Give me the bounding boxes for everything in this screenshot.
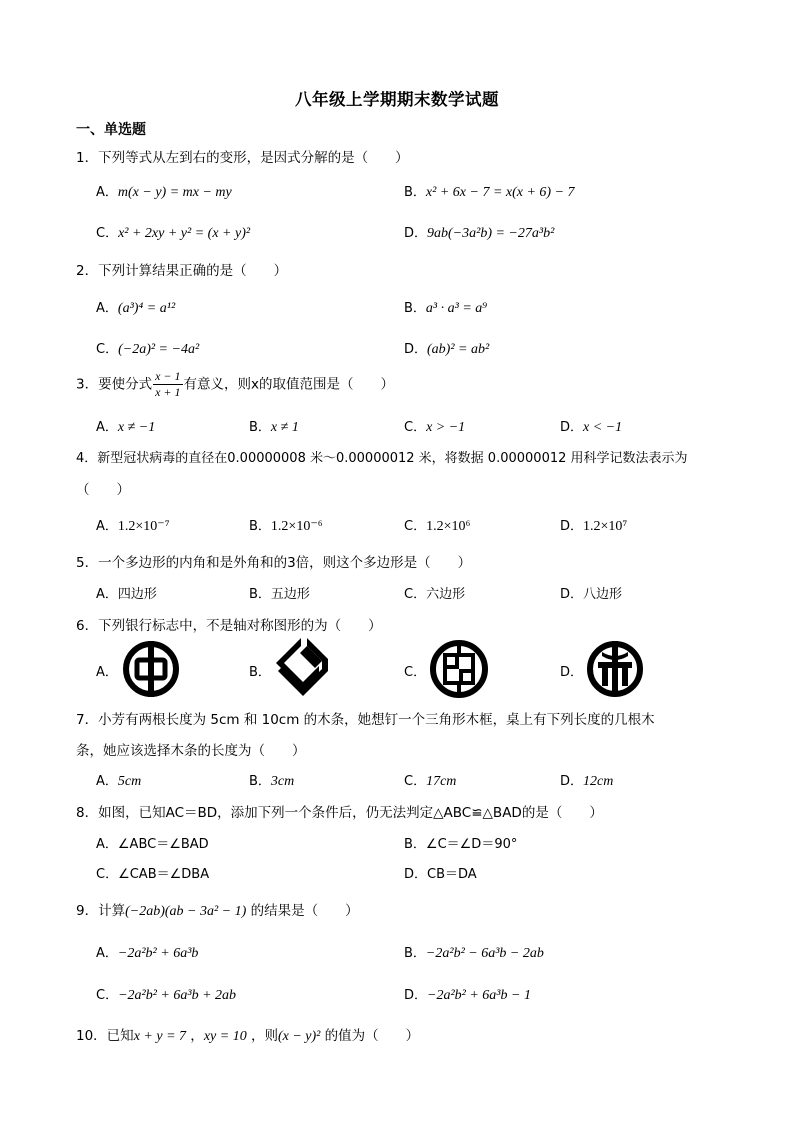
q1-option-b-label: B． — [404, 185, 426, 200]
q7-option-d — [560, 770, 613, 790]
q9-option-c — [96, 984, 236, 1004]
q7-option-c — [404, 770, 456, 790]
q1-option-c — [96, 222, 250, 242]
q2-option-a-label: A． — [96, 301, 118, 316]
q6-option-a-label: A． — [96, 665, 118, 680]
q5-option-b: B．五边形 — [249, 587, 310, 602]
q4-option-b-label: B． — [249, 519, 271, 534]
q9-option-a — [96, 942, 198, 962]
q10-stem — [76, 1024, 419, 1045]
q1-option-d — [404, 222, 554, 242]
q3-option-a — [96, 416, 155, 436]
q10-stem-mid2: ，则 — [246, 1028, 278, 1044]
q3-option-a-label: A． — [96, 420, 118, 435]
q7-option-b-label: B． — [249, 774, 271, 789]
q3-option-c — [404, 416, 465, 436]
q9-option-d-label: D． — [404, 988, 428, 1003]
q6-option-d-label: D． — [560, 665, 584, 680]
q1-option-b-math: x² + 6x − 7 = x(x + 6) − 7 — [425, 185, 575, 200]
q9-option-a-label: A． — [96, 946, 118, 961]
q9-option-b — [404, 942, 544, 962]
q3-fraction-numerator: x − 1 — [155, 369, 181, 383]
q4-option-d-label: D． — [560, 519, 584, 534]
q9-stem-post: 的结果是（ ） — [246, 903, 359, 919]
q4-option-d-math: 1.2×10⁷ — [583, 519, 628, 534]
q2-option-b-label: B． — [404, 301, 426, 316]
q2-stem: 2．下列计算结果正确的是（ ） — [76, 263, 288, 279]
page-title: 八年级上学期期末数学试题 — [295, 90, 499, 109]
q7-option-a — [96, 770, 141, 790]
q10-stem-post: 的值为（ ） — [320, 1028, 420, 1044]
q1-stem: 1．下列等式从左到右的变形，是因式分解的是（ ） — [76, 150, 409, 166]
q5-option-d: D．八边形 — [560, 587, 623, 602]
q9-option-d-math: −2a²b² + 6a³b − 1 — [427, 988, 531, 1003]
q7-stem-line1: 7．小芳有两根长度为 5cm 和 10cm 的木条，她想钉一个三角形木框，桌上有下列长度的几根木 — [76, 712, 655, 728]
q3-option-c-label: C． — [404, 420, 427, 435]
q4-stem-line2: （ ） — [76, 482, 130, 498]
q9-option-b-label: B． — [404, 946, 426, 961]
q3-option-b-math: x ≠ 1 — [270, 420, 299, 435]
q8-stem: 8．如图，已知AC＝BD，添加下列一个条件后，仍无法判定△ABC≌△BAD的是（ ） — [76, 805, 603, 821]
q2-option-b-math: a³ · a³ = a⁹ — [425, 301, 488, 316]
q4-option-a — [96, 515, 170, 535]
icbc-logo-icon — [428, 638, 490, 700]
section-heading: 一、单选题 — [76, 122, 146, 138]
q9-stem-pre: 9．计算 — [76, 903, 126, 919]
q1-option-a — [96, 181, 232, 201]
q3-stem-pre: 3．要使分式 — [76, 376, 153, 393]
q7-option-c-label: C． — [404, 774, 427, 789]
q4-option-d — [560, 515, 627, 535]
agricultural-bank-logo-icon — [584, 638, 646, 700]
q2-option-b — [404, 297, 487, 317]
q3-option-d-math: x < −1 — [583, 420, 623, 435]
q2-option-d-label: D． — [404, 342, 428, 357]
q10-math-sum: x + y = 7 — [133, 1029, 187, 1044]
q4-option-c-label: C． — [404, 519, 427, 534]
q4-option-c-math: 1.2×10⁶ — [426, 519, 471, 534]
q4-stem-line1: 4．新型冠状病毒的直径在0.00000008 米～0.00000012 米，将数据 0.00000012 用科学记数法表示为 — [76, 451, 688, 466]
q1-option-a-label: A． — [96, 185, 118, 200]
q8-option-a: A．∠ABC＝∠BAD — [96, 837, 209, 852]
q1-option-b — [404, 181, 575, 201]
q9-option-c-label: C． — [96, 988, 119, 1003]
q3-stem — [76, 369, 394, 400]
q9-option-a-math: −2a²b² + 6a³b — [117, 946, 199, 961]
q3-option-b-label: B． — [249, 420, 271, 435]
q2-option-c — [96, 338, 199, 358]
q3-option-d-label: D． — [560, 420, 584, 435]
q2-option-c-label: C． — [96, 342, 119, 357]
q1-option-d-math: 9ab(−3a²b) = −27a³b² — [427, 226, 555, 241]
q6-option-c-label: C． — [404, 665, 427, 680]
q1-option-c-label: C． — [96, 226, 119, 241]
q5-option-a: A．四边形 — [96, 587, 157, 602]
q2-option-a-math: (a³)⁴ = a¹² — [117, 301, 176, 316]
q3-fraction-denominator: x + 1 — [155, 385, 181, 399]
q4-option-b — [249, 515, 323, 535]
q6-stem: 6．下列银行标志中，不是轴对称图形的为（ ） — [76, 618, 382, 634]
q3-option-d — [560, 416, 622, 436]
q3-stem-post: 有意义，则x的取值范围是（ ） — [183, 376, 395, 393]
q5-option-c: C．六边形 — [404, 587, 466, 602]
q2-option-d-math: (ab)² = ab² — [427, 342, 490, 357]
q4-option-a-label: A． — [96, 519, 118, 534]
q6-option-b-label: B． — [249, 665, 271, 680]
q10-stem-mid: ， — [186, 1028, 204, 1044]
q10-math-product: xy = 10 — [203, 1029, 247, 1044]
q7-option-d-math: 12cm — [583, 774, 614, 789]
q10-math-square: (x − y)² — [277, 1029, 321, 1044]
q3-fraction — [153, 369, 182, 400]
q7-option-a-math: 5cm — [117, 774, 142, 789]
q3-option-c-math: x > −1 — [426, 420, 466, 435]
q4-option-a-math: 1.2×10⁻⁷ — [117, 519, 170, 534]
q3-option-b — [249, 416, 299, 436]
q2-option-d — [404, 338, 489, 358]
q2-option-a — [96, 297, 175, 317]
q9-option-c-math: −2a²b² + 6a³b + 2ab — [118, 988, 237, 1003]
q8-option-c: C．∠CAB＝∠DBA — [96, 867, 210, 882]
q7-option-b-math: 3cm — [270, 774, 295, 789]
q9-stem — [76, 899, 359, 920]
q1-option-d-label: D． — [404, 226, 428, 241]
q9-option-b-math: −2a²b² − 6a³b − 2ab — [425, 946, 544, 961]
q1-option-c-math: x² + 2xy + y² = (x + y)² — [118, 226, 251, 241]
q8-option-d: D．CB＝DA — [404, 867, 477, 882]
q9-stem-math: (−2ab)(ab − 3a² − 1) — [125, 904, 247, 919]
bank-of-china-logo-icon — [120, 638, 182, 700]
q7-stem-line2: 条，她应该选择木条的长度为（ ） — [76, 743, 306, 759]
q7-option-a-label: A． — [96, 774, 118, 789]
q7-option-c-math: 17cm — [426, 774, 457, 789]
q2-option-c-math: (−2a)² = −4a² — [118, 342, 200, 357]
q4-option-c — [404, 515, 470, 535]
q5-stem: 5．一个多边形的内角和是外角和的3倍，则这个多边形是（ ） — [76, 555, 472, 571]
q4-option-b-math: 1.2×10⁻⁶ — [270, 519, 323, 534]
q7-option-b — [249, 770, 294, 790]
q1-option-a-math: m(x − y) = mx − my — [117, 185, 232, 200]
q8-option-b: B．∠C＝∠D＝90° — [404, 837, 518, 852]
construction-bank-logo-icon — [272, 636, 334, 700]
q9-option-d — [404, 984, 531, 1004]
q10-stem-pre: 10．已知 — [76, 1028, 134, 1044]
q3-option-a-math: x ≠ −1 — [117, 420, 156, 435]
q7-option-d-label: D． — [560, 774, 584, 789]
